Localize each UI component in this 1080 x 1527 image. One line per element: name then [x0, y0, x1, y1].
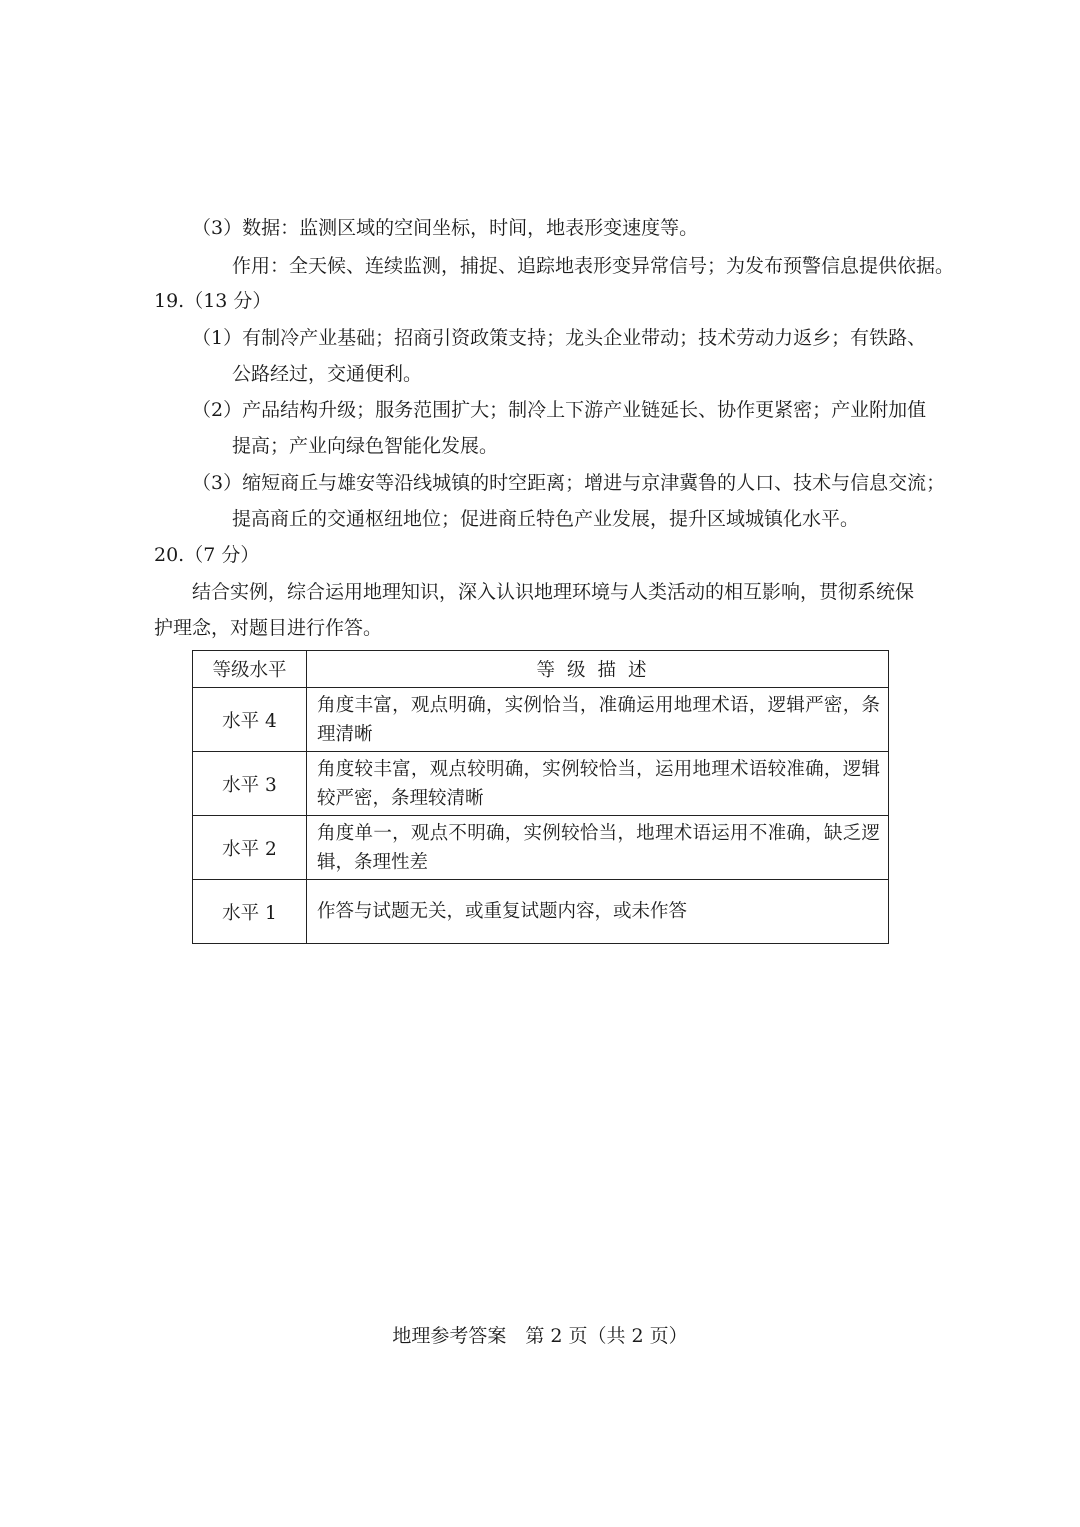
q19-2-line-2: 提高；产业向绿色智能化发展。	[232, 435, 499, 457]
rubric-description-cell: 角度单一，观点不明确，实例较恰当，地理术语运用不准确，缺乏逻辑，条理性差	[307, 816, 889, 880]
q19-2-line-1: （2）产品结构升级；服务范围扩大；制冷上下游产业链延长、协作更紧密；产业附加值	[192, 399, 927, 421]
rubric-description-cell: 角度丰富，观点明确，实例恰当，准确运用地理术语，逻辑严密，条理清晰	[307, 688, 889, 752]
q19-3-line-1: （3）缩短商丘与雄安等沿线城镇的时空距离；增进与京津冀鲁的人口、技术与信息交流；	[192, 472, 946, 494]
q20-intro-line-2: 护理念，对题目进行作答。	[154, 617, 383, 639]
q19-1-line-1: （1）有制冷产业基础；招商引资政策支持；龙头企业带动；技术劳动力返乡；有铁路、	[192, 327, 927, 349]
rubric-header-level: 等级水平	[193, 651, 307, 688]
rubric-header-row	[193, 651, 889, 688]
rubric-description-cell: 角度较丰富，观点较明确，实例较恰当，运用地理术语较准确，逻辑较严密，条理较清晰	[307, 752, 889, 816]
q19-1-line-2: 公路经过，交通便利。	[232, 363, 423, 385]
rubric-level-cell: 水平 1	[193, 880, 307, 944]
q20-heading: 20.（7 分）	[154, 544, 260, 566]
rubric-row	[193, 816, 889, 880]
grading-rubric-table	[192, 650, 889, 944]
rubric-row	[193, 752, 889, 816]
rubric-level-cell: 水平 3	[193, 752, 307, 816]
rubric-row	[193, 688, 889, 752]
rubric-row	[193, 880, 889, 944]
q18-3-use: 作用：全天候、连续监测，捕捉、追踪地表形变异常信号；为发布预警信息提供依据。	[232, 255, 955, 277]
rubric-description-cell: 作答与试题无关，或重复试题内容，或未作答	[307, 880, 889, 944]
q20-intro-line-1: 结合实例，综合运用地理知识，深入认识地理环境与人类活动的相互影响，贯彻系统保	[192, 581, 915, 603]
rubric-level-cell: 水平 4	[193, 688, 307, 752]
q19-heading: 19.（13 分）	[154, 290, 272, 312]
page-footer: 地理参考答案 第 2 页（共 2 页）	[392, 1325, 688, 1347]
q18-3-data: （3）数据：监测区域的空间坐标，时间，地表形变速度等。	[192, 217, 699, 239]
rubric-header-description: 等级描述	[307, 651, 889, 688]
q19-3-line-2: 提高商丘的交通枢纽地位；促进商丘特色产业发展，提升区域城镇化水平。	[232, 508, 860, 530]
rubric-level-cell: 水平 2	[193, 816, 307, 880]
